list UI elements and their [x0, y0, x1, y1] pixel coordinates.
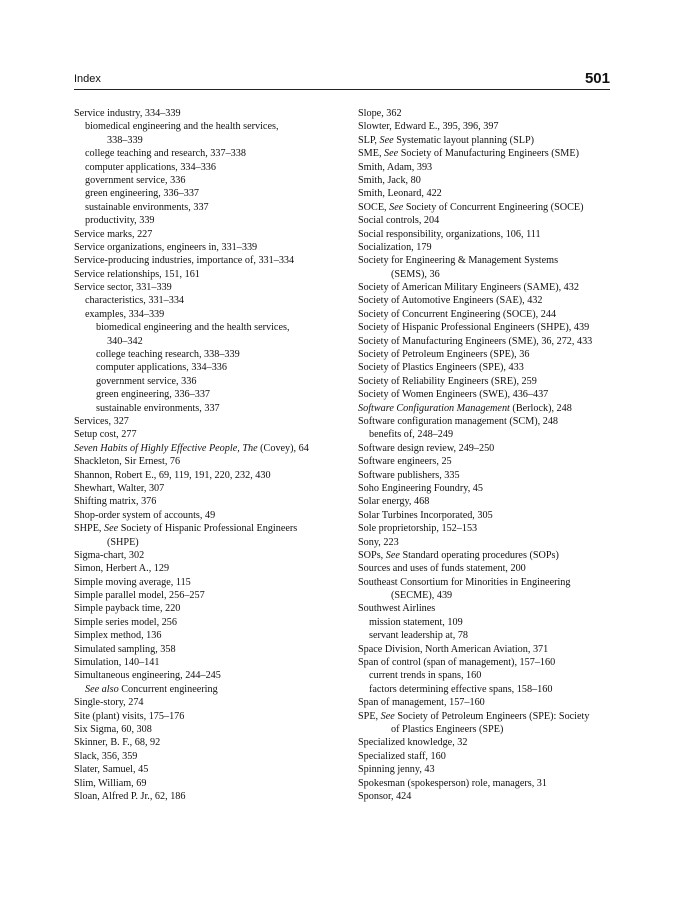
index-entry [74, 616, 344, 629]
index-entry-text: Single-story, 274 [74, 697, 144, 709]
index-entry [74, 388, 344, 401]
index-entry [358, 777, 620, 790]
index-entry-text: green engineering, 336–337 [96, 389, 211, 401]
index-entry-text: Standard operating procedures (SOPs) [399, 549, 559, 561]
index-entry-text: Six Sigma, 60, 308 [74, 723, 152, 735]
index-entry-text: (SECME), 439 [391, 590, 453, 602]
index-entry-text: SOPs, [358, 549, 386, 561]
index-entry-text: Solar Turbines Incorporated, 305 [358, 509, 493, 521]
index-entry-text: Concurrent engineering [118, 683, 218, 695]
index-entry-text: SPE, [358, 710, 381, 722]
index-entry [358, 750, 620, 763]
index-entry-text: Service relationships, 151, 161 [74, 268, 200, 280]
index-entry [74, 442, 344, 455]
index-entry [74, 629, 344, 642]
index-entry-text: Simultaneous engineering, 244–245 [74, 670, 221, 682]
index-entry [358, 696, 620, 709]
index-entry [74, 536, 344, 549]
index-entry [74, 790, 344, 803]
index-entry [358, 361, 620, 374]
index-entry [358, 268, 620, 281]
index-entry [358, 161, 620, 174]
index-entry-text: Society of Automotive Engineers (SAE), 432 [358, 295, 543, 307]
index-entry [74, 455, 344, 468]
index-entry [358, 455, 620, 468]
index-entry-text: Software publishers, 335 [358, 469, 460, 481]
index-entry-text: mission statement, 109 [369, 616, 463, 628]
index-entry-text: Spinning jenny, 43 [358, 764, 435, 776]
index-entry [74, 254, 344, 267]
index-entry [358, 536, 620, 549]
index-entry [358, 187, 620, 200]
index-entry-text: Simple series model, 256 [74, 616, 177, 628]
index-entry-text: Smith, Leonard, 422 [358, 188, 442, 200]
index-entry-text: servant leadership at, 78 [369, 630, 469, 642]
index-entry-text: Slater, Samuel, 45 [74, 764, 149, 776]
index-entry-text: Solar energy, 468 [358, 496, 430, 508]
index-entry-text: Slope, 362 [358, 108, 402, 119]
index-entry [74, 710, 344, 723]
index-entry [358, 281, 620, 294]
index-entry [358, 442, 620, 455]
index-entry-text: productivity, 339 [85, 215, 155, 227]
index-entry-italic-text: See [389, 201, 404, 213]
index-entry [74, 509, 344, 522]
index-entry-text: Sponsor, 424 [358, 790, 412, 802]
index-entry [74, 522, 344, 535]
index-entry-text: Services, 327 [74, 415, 129, 427]
index-entry-text: Society of Reliability Engineers (SRE), 259 [358, 375, 537, 387]
index-entry-text: Site (plant) visits, 175–176 [74, 710, 185, 722]
index-entry-italic-text: See also [85, 683, 119, 695]
index-entry-text: computer applications, 334–336 [85, 161, 216, 173]
index-entry [358, 469, 620, 482]
index-entry [74, 549, 344, 562]
index-entry-text: Simplex method, 136 [74, 630, 162, 642]
index-entry [74, 107, 344, 120]
index-entry [74, 576, 344, 589]
index-entry-text: Service marks, 227 [74, 228, 153, 240]
index-entry-text: computer applications, 334–336 [96, 362, 227, 374]
index-entry-text: Specialized knowledge, 32 [358, 737, 468, 749]
index-entry [358, 201, 620, 214]
index-entry-text: Span of control (span of management), 157–160 [358, 657, 556, 669]
index-entry [74, 723, 344, 736]
index-entry-text: Simon, Herbert A., 129 [74, 563, 170, 575]
index-entry-text: Sloan, Alfred P. Jr., 62, 186 [74, 790, 186, 802]
index-entry-text: green engineering, 336–337 [85, 188, 200, 200]
index-entry [358, 495, 620, 508]
index-entry-text: Southwest Airlines [358, 603, 436, 615]
index-entry [74, 696, 344, 709]
index-entry [74, 469, 344, 482]
index-entry [74, 281, 344, 294]
index-entry-text: Smith, Jack, 80 [358, 174, 421, 186]
index-entry-text: Society of Manufacturing Engineers (SME), 36, 272, 433 [358, 335, 593, 347]
index-entry [74, 777, 344, 790]
index-entry [358, 643, 620, 656]
index-entry [358, 174, 620, 187]
index-entry-text: Slowter, Edward E., 395, 396, 397 [358, 121, 499, 133]
index-entry [74, 669, 344, 682]
index-entry-text: Society of Petroleum Engineers (SPE): Society [394, 710, 590, 722]
index-entry [358, 736, 620, 749]
index-entry-text: characteristics, 331–334 [85, 295, 185, 307]
index-entry-italic-text: See [380, 710, 395, 722]
index-entry [358, 308, 620, 321]
index-entry-text: biomedical engineering and the health services, [96, 322, 290, 334]
index-entry [74, 147, 344, 160]
index-entry-text: current trends in spans, 160 [369, 670, 482, 682]
index-entry-text: Soho Engineering Foundry, 45 [358, 482, 483, 494]
index-entry-italic-text: Seven Habits of Highly Effective People, The [74, 442, 258, 454]
page-number: 501 [584, 70, 610, 87]
index-entry-italic-text: See [385, 549, 400, 561]
index-entry-text: Sources and uses of funds statement, 200 [358, 563, 526, 575]
index-entry [74, 308, 344, 321]
index-entry [74, 428, 344, 441]
index-entry [358, 321, 620, 334]
index-entry-text: Society for Engineering & Management Systems [358, 255, 559, 267]
index-entry [74, 656, 344, 669]
index-entry-text: Social controls, 204 [358, 215, 440, 227]
index-entry [358, 228, 620, 241]
index-entry-text: college teaching research, 338–339 [96, 349, 240, 361]
index-entry [358, 562, 620, 575]
index-entry [358, 723, 620, 736]
index-entry-text: Sigma-chart, 302 [74, 549, 145, 561]
index-entry [358, 335, 620, 348]
index-entry [358, 120, 620, 133]
index-entry-text: college teaching and research, 337–338 [85, 148, 246, 160]
index-entry [74, 228, 344, 241]
index-entry [74, 335, 344, 348]
index-entry-text: Society of American Military Engineers (SAME), 432 [358, 282, 579, 294]
index-entry [358, 388, 620, 401]
index-entry-text: examples, 334–339 [85, 308, 165, 320]
index-entry [74, 201, 344, 214]
index-entry-text: Society of Hispanic Professional Engineers (SHPE), 439 [358, 322, 590, 334]
index-entry-text: Sony, 223 [358, 536, 399, 548]
index-entry [74, 750, 344, 763]
index-entry [74, 294, 344, 307]
index-entry-text: Society of Women Engineers (SWE), 436–437 [358, 389, 549, 401]
index-entry [358, 482, 620, 495]
index-entry-text: Shackleton, Sir Ernest, 76 [74, 456, 181, 468]
index-entry-text: Spokesman (spokesperson) role, managers, 31 [358, 777, 547, 789]
index-entry-text: (SHPE) [107, 536, 139, 548]
index-entry-italic-text: Software Configuration Management [358, 402, 510, 414]
index-entry [74, 361, 344, 374]
index-entry [74, 402, 344, 415]
index-entry [74, 375, 344, 388]
index-entry [358, 549, 620, 562]
index-entry [358, 576, 620, 589]
index-entry-text: Software design review, 249–250 [358, 442, 495, 454]
index-entry-text: government service, 336 [96, 375, 197, 387]
index-entry [358, 415, 620, 428]
index-entry [74, 415, 344, 428]
index-entry-text: Software configuration management (SCM), 248 [358, 415, 559, 427]
index-entry [358, 147, 620, 160]
index-entry-text: Society of Plastics Engineers (SPE), 433 [358, 362, 524, 374]
index-entry-text: Society of Hispanic Professional Engineers [118, 523, 298, 535]
index-entry-text: SOCE, [358, 201, 390, 213]
index-entry-text: Shannon, Robert E., 69, 119, 191, 220, 232, 430 [74, 469, 271, 481]
index-entry-text: 338–339 [107, 134, 143, 146]
index-entry [74, 268, 344, 281]
index-entry-text: Southeast Consortium for Minorities in Engineering [358, 576, 571, 588]
index-entry-text: 340–342 [107, 335, 143, 347]
index-entry-text: Shifting matrix, 376 [74, 496, 157, 508]
index-entry [358, 107, 620, 120]
index-entry-text: (SEMS), 36 [391, 268, 440, 280]
index-entry-text: biomedical engineering and the health services, [85, 121, 279, 133]
index-entry-text: Specialized staff, 160 [358, 750, 446, 762]
index-entry-text: of Plastics Engineers (SPE) [391, 723, 504, 735]
index-entry [358, 656, 620, 669]
index-entry [74, 174, 344, 187]
index-entry-text: Simulated sampling, 358 [74, 643, 176, 655]
index-column-right [358, 107, 620, 803]
index-entry [358, 522, 620, 535]
index-entry [358, 669, 620, 682]
index-entry-text: SME, [358, 148, 385, 160]
index-entry-text: Software engineers, 25 [358, 456, 452, 468]
index-entry [74, 321, 344, 334]
index-entry [358, 254, 620, 267]
index-entry [358, 509, 620, 522]
index-entry [358, 683, 620, 696]
index-entry-text: Sole proprietorship, 152–153 [358, 523, 478, 535]
index-entry [358, 763, 620, 776]
index-entry [358, 602, 620, 615]
index-entry-text: sustainable environments, 337 [85, 201, 209, 213]
index-entry-text: Simulation, 140–141 [74, 657, 160, 669]
index-entry-text: Service organizations, engineers in, 331–339 [74, 241, 258, 253]
index-entry-text: (Berlock), 248 [509, 402, 572, 414]
index-entry [358, 375, 620, 388]
index-entry [358, 428, 620, 441]
index-entry-text: Service-producing industries, importance of, 331–334 [74, 255, 295, 267]
index-entry-text: sustainable environments, 337 [96, 402, 220, 414]
index-entry [74, 683, 344, 696]
index-entry-italic-text: See [379, 134, 394, 146]
index-entry [74, 241, 344, 254]
index-entry-text: Smith, Adam, 393 [358, 161, 433, 173]
index-entry-text: Shewhart, Walter, 307 [74, 482, 165, 494]
index-entry-text: Shop-order system of accounts, 49 [74, 509, 216, 521]
index-entry [74, 562, 344, 575]
index-entry-text: factors determining effective spans, 158–160 [369, 683, 553, 695]
index-entry-text: Social responsibility, organizations, 106, 111 [358, 228, 541, 240]
index-entry-text: Skinner, B. F., 68, 92 [74, 737, 161, 749]
index-entry [358, 214, 620, 227]
index-entry [74, 187, 344, 200]
index-entry-text: Society of Concurrent Engineering (SOCE), 244 [358, 308, 557, 320]
index-entry-text: government service, 336 [85, 174, 186, 186]
index-entry-text: Span of management, 157–160 [358, 697, 485, 709]
index-entry [74, 134, 344, 147]
index-entry [74, 120, 344, 133]
index-entry-text: Socialization, 179 [358, 241, 432, 253]
index-entry-text: Simple moving average, 115 [74, 576, 191, 588]
index-entry [74, 602, 344, 615]
index-entry [74, 589, 344, 602]
index-entry [74, 495, 344, 508]
index-entry-text: benefits of, 248–249 [369, 429, 454, 441]
index-entry [358, 241, 620, 254]
index-entry-text: SLP, [358, 134, 380, 146]
header-rule [74, 89, 610, 90]
index-entry-text: Society of Petroleum Engineers (SPE), 36 [358, 349, 530, 361]
index-entry [358, 402, 620, 415]
index-entry [358, 134, 620, 147]
index-entry [74, 763, 344, 776]
index-column-left [74, 107, 344, 803]
index-entry [74, 482, 344, 495]
index-entry [74, 643, 344, 656]
index-entry-text: Society of Concurrent Engineering (SOCE) [403, 201, 584, 213]
index-entry-italic-text: See [104, 523, 119, 535]
index-entry-text: Simple payback time, 220 [74, 603, 181, 615]
index-entry-text: Service sector, 331–339 [74, 282, 172, 294]
index-entry-text: Slim, William, 69 [74, 777, 147, 789]
index-entry-text: SHPE, [74, 523, 105, 535]
index-entry [358, 348, 620, 361]
index-entry-text: Space Division, North American Aviation, 371 [358, 643, 549, 655]
index-entry-text: (Covey), 64 [257, 442, 309, 454]
section-title: Index [74, 73, 101, 85]
index-entry-text: Setup cost, 277 [74, 429, 137, 441]
index-entry [358, 294, 620, 307]
index-entry [74, 161, 344, 174]
index-entry [358, 629, 620, 642]
index-entry [358, 710, 620, 723]
index-entry [74, 348, 344, 361]
index-entry-italic-text: See [384, 148, 399, 160]
index-entry-text: Systematic layout planning (SLP) [393, 134, 535, 146]
index-entry [74, 736, 344, 749]
index-entry [74, 214, 344, 227]
index-entry [358, 616, 620, 629]
index-entry [358, 790, 620, 803]
index-entry [358, 589, 620, 602]
index-entry-text: Society of Manufacturing Engineers (SME) [398, 148, 579, 160]
index-entry-text: Service industry, 334–339 [74, 108, 181, 119]
index-entry-text: Simple parallel model, 256–257 [74, 590, 205, 602]
index-entry-text: Slack, 356, 359 [74, 750, 138, 762]
page-header [74, 70, 610, 90]
